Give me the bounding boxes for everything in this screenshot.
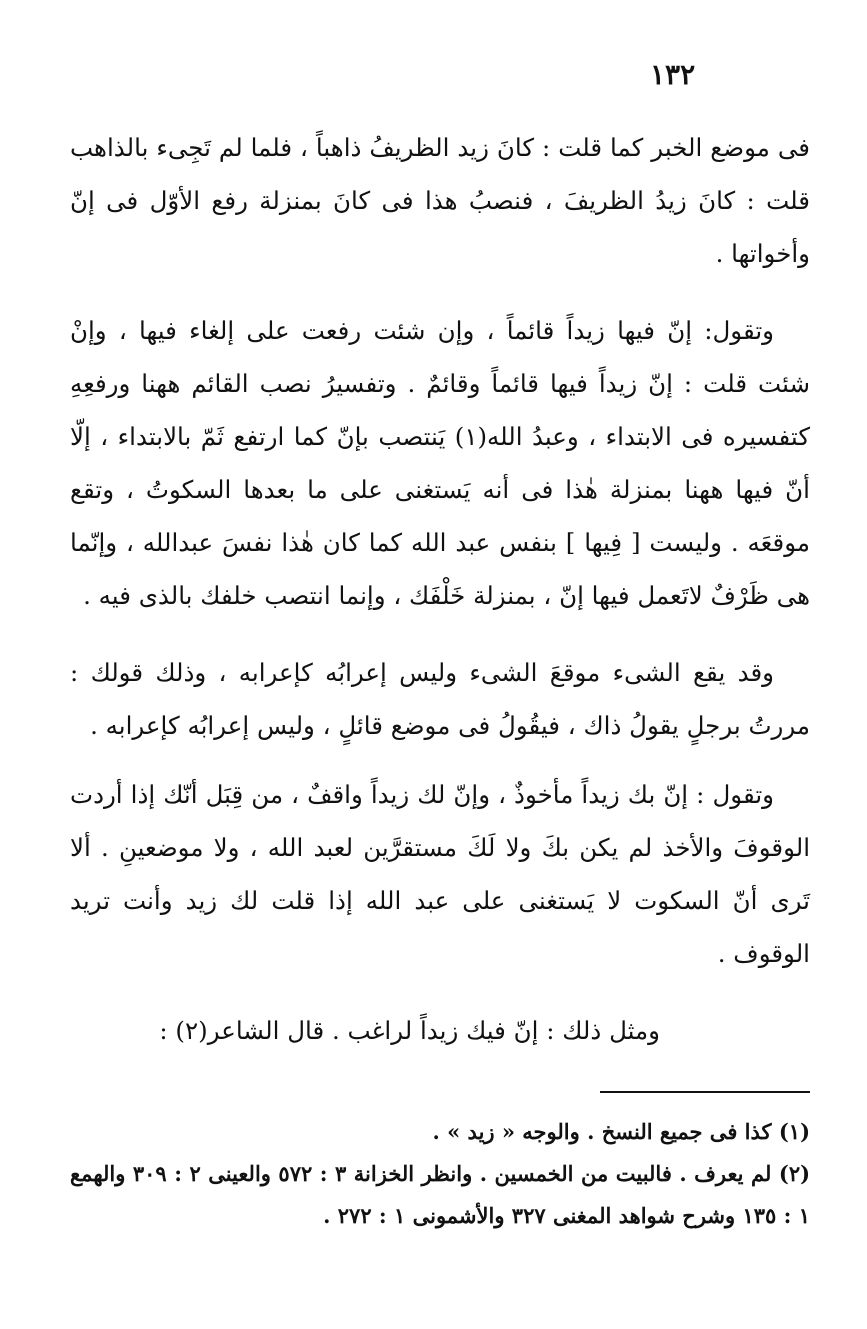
paragraph-3: وقد يقع الشىء موقعَ الشىء وليس إعرابُه كإعرابه ، وذلك قولك : مررتُ برجلٍ يقولُ ذاك ، فيقُولُ فى موضع قائلٍ ، وليس إعرابُه كإعرابه . — [70, 658, 810, 740]
paragraph-5: ومثل ذلك : إنّ فيك زيداً لراغب . قال الشاعر(٢) : — [159, 1016, 660, 1045]
paragraph-1: فى موضع الخبر كما قلت : كانَ زيد الظريفُ ذاهباً ، فلما لم تَجِىء بالذاهب قلت : كانَ زيدُ الظريفَ ، فنصبُ هذا فى كانَ بمنزلة رفع الأوّل فى إنّ وأخواتها . — [70, 133, 810, 268]
paragraph-2: وتقول: إنّ فيها زيداً قائماً ، وإن شئت رفعت على إلغاء فيها ، وإنْ شئت قلت : إنّ زيداً فيها قائماً وقائمٌ . وتفسيرُ نصب القائم ههنا ورفعِهِ كتفسيره فى الابتداء ، وعبدُ الله(١) يَنتصب بإنّ كما ارتفع ثَمّ بالابتداء ، إلّا أنّ فيها ههنا بمنزلة هٰذا فى أنه يَستغنى على ما بعدها السكوتُ ، وتقع موقعَه . وليست [ فِيها ] بنفس عبد الله كما كان هٰذا نفسَ عبدالله ، وإنّما هى ظَرْفٌ لاتَعمل فيها إنّ ، بمنزلة خَلْفَك ، وإنما انتصب خلفك بالذى فيه . — [70, 316, 810, 610]
page-number: ١٣٢ — [650, 58, 696, 91]
footnote-2: (٢) لم يعرف . فالبيت من الخمسين . وانظر الخزانة ٣ : ٥٧٢ والعينى ٢ : ٣٠٩ والهمع ١ : ١٣٥ وشرح شواهد المغنى ٣٢٧ والأشمونى ١ : ٢٧٢ . — [70, 1161, 811, 1228]
footnote-divider — [600, 1091, 810, 1093]
footnote-1: (١) كذا فى جميع النسخ . والوجه « زيد » . — [432, 1119, 810, 1144]
paragraph-4: وتقول : إنّ بك زيداً مأخوذٌ ، وإنّ لك زيداً واقفٌ ، من قِبَل أنّك إذا أردت الوقوفَ والأخذ لم يكن بكَ ولا لَكَ مستقرَّين لعبد الله ، ولا موضعينِ . ألا تَرى أنّ السكوت لا يَستغنى على عبد الله إذا قلت لك زيد وأنت تريد الوقوف . — [70, 780, 810, 968]
book-page — [70, 48, 810, 1237]
